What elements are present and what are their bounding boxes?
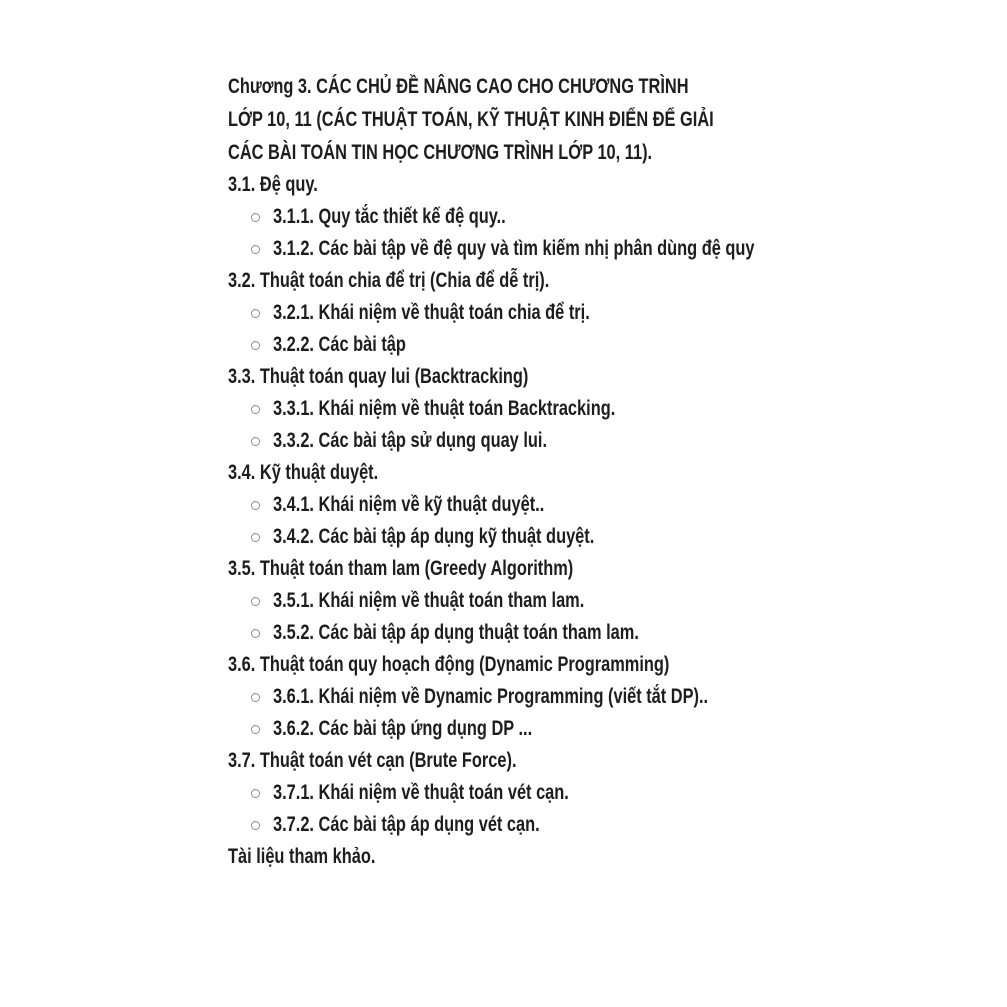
toc-item-label: 3.1.2. Các bài tập về đệ quy và tìm kiếm nhị phân dùng đệ quy xyxy=(273,237,755,260)
toc-item-label: 3.5. Thuật toán tham lam (Greedy Algorithm) xyxy=(228,557,574,580)
chapter-heading-text: CÁC BÀI TOÁN TIN HỌC CHƯƠNG TRÌNH LỚP 10, 11). xyxy=(228,141,653,164)
circle-bullet-icon xyxy=(251,693,260,702)
toc-item xyxy=(228,393,967,425)
toc-item xyxy=(228,201,967,233)
toc-item-label: 3.1. Đệ quy. xyxy=(228,173,318,196)
toc-item xyxy=(228,265,967,297)
toc-item xyxy=(228,681,967,713)
toc-item xyxy=(228,297,967,329)
toc-item-label: 3.4. Kỹ thuật duyệt. xyxy=(228,461,379,484)
toc-item-label: 3.1.1. Quy tắc thiết kế đệ quy.. xyxy=(273,205,506,228)
toc-item xyxy=(228,841,967,873)
toc-item-label: 3.5.1. Khái niệm về thuật toán tham lam. xyxy=(273,589,585,612)
toc-item-label: 3.3.1. Khái niệm về thuật toán Backtracking. xyxy=(273,397,616,420)
toc-item-label: 3.2. Thuật toán chia để trị (Chia để dễ trị). xyxy=(228,269,550,292)
toc-item xyxy=(228,809,967,841)
toc-item xyxy=(228,713,967,745)
toc-item-label: 3.7.1. Khái niệm về thuật toán vét cạn. xyxy=(273,781,569,804)
circle-bullet-icon xyxy=(251,341,260,350)
toc-item xyxy=(228,169,967,201)
toc-item xyxy=(228,521,967,553)
toc-item xyxy=(228,233,967,265)
circle-bullet-icon xyxy=(251,405,260,414)
chapter-heading-line xyxy=(228,70,967,103)
toc-item xyxy=(228,329,967,361)
toc-item-label: 3.3. Thuật toán quay lui (Backtracking) xyxy=(228,365,529,388)
circle-bullet-icon xyxy=(251,789,260,798)
toc-list xyxy=(228,169,967,873)
toc-item-label: 3.2.1. Khái niệm về thuật toán chia để trị. xyxy=(273,301,590,324)
circle-bullet-icon xyxy=(251,533,260,542)
circle-bullet-icon xyxy=(251,725,260,734)
toc-item-label: 3.4.1. Khái niệm về kỹ thuật duyệt.. xyxy=(273,493,545,516)
toc-item-label: 3.3.2. Các bài tập sử dụng quay lui. xyxy=(273,429,548,452)
circle-bullet-icon xyxy=(251,309,260,318)
toc-item xyxy=(228,425,967,457)
toc-item xyxy=(228,777,967,809)
circle-bullet-icon xyxy=(251,629,260,638)
circle-bullet-icon xyxy=(251,501,260,510)
toc-item-label: 3.6.2. Các bài tập ứng dụng DP ... xyxy=(273,717,533,740)
toc-item-label: 3.7. Thuật toán vét cạn (Brute Force). xyxy=(228,749,517,772)
toc-item xyxy=(228,617,967,649)
toc-item xyxy=(228,553,967,585)
toc-item-label: 3.4.2. Các bài tập áp dụng kỹ thuật duyệt. xyxy=(273,525,595,548)
toc-item-label: 3.5.2. Các bài tập áp dụng thuật toán tham lam. xyxy=(273,621,639,644)
circle-bullet-icon xyxy=(251,597,260,606)
chapter-heading-line xyxy=(228,103,967,136)
toc-item xyxy=(228,457,967,489)
chapter-heading-text: Chương 3. CÁC CHỦ ĐỀ NÂNG CAO CHO CHƯƠNG TRÌNH xyxy=(228,75,689,98)
toc-item xyxy=(228,361,967,393)
toc-item-label: 3.7.2. Các bài tập áp dụng vét cạn. xyxy=(273,813,540,836)
circle-bullet-icon xyxy=(251,213,260,222)
toc-item xyxy=(228,489,967,521)
chapter-heading-text: LỚP 10, 11 (CÁC THUẬT TOÁN, KỸ THUẬT KINH ĐIỂN ĐỂ GIẢI xyxy=(228,108,714,131)
toc-item-label: Tài liệu tham khảo. xyxy=(228,845,376,868)
chapter-heading-line xyxy=(228,136,967,169)
toc-item-label: 3.6.1. Khái niệm về Dynamic Programming (viết tắt DP).. xyxy=(273,685,709,708)
circle-bullet-icon xyxy=(251,437,260,446)
toc-item xyxy=(228,745,967,777)
toc-item xyxy=(228,649,967,681)
circle-bullet-icon xyxy=(251,245,260,254)
circle-bullet-icon xyxy=(251,821,260,830)
toc-item-label: 3.2.2. Các bài tập xyxy=(273,333,406,356)
chapter-heading xyxy=(228,70,967,169)
toc-item xyxy=(228,585,967,617)
toc-item-label: 3.6. Thuật toán quy hoạch động (Dynamic Programming) xyxy=(228,653,670,676)
